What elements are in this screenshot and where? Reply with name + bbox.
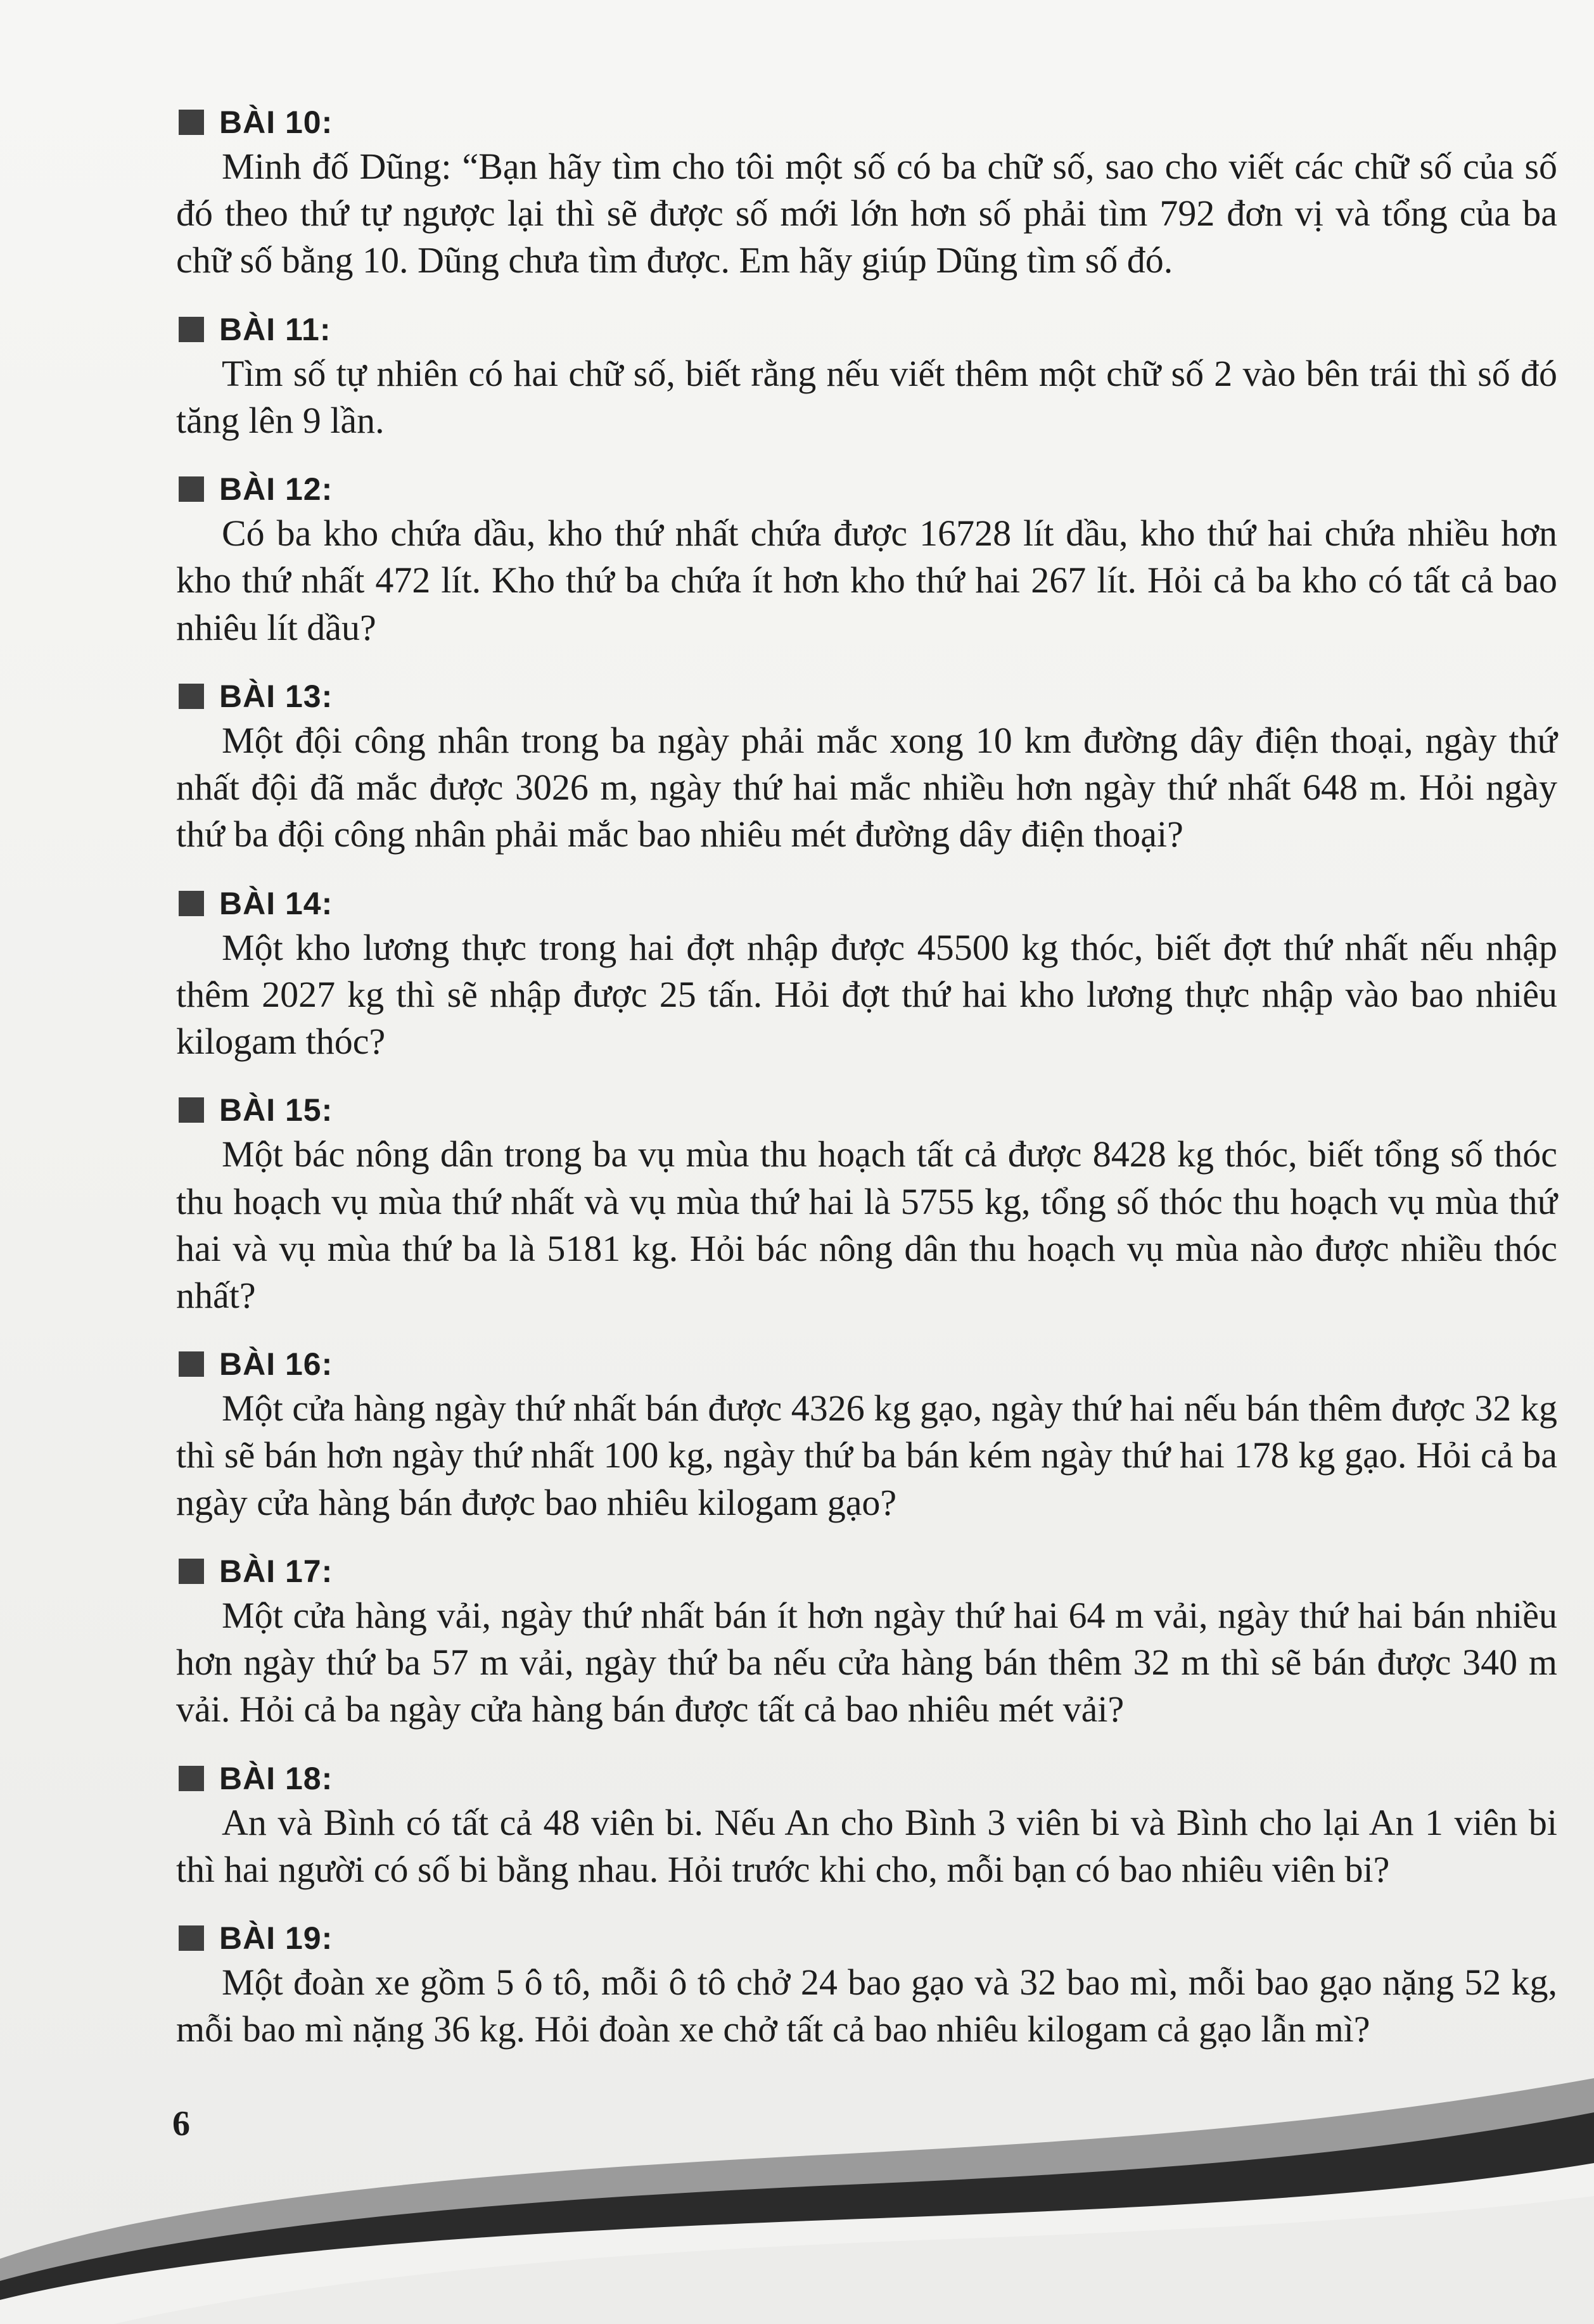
exercise-header <box>179 311 1557 347</box>
exercise-text: Một đội công nhân trong ba ngày phải mắc xong 10 km đường dây điện thoại, ngày thứ nhất đội đã mắc được 3026 m, ngày thứ hai mắc nhiều hơn ngày thứ nhất 648 m. Hỏi ngày thứ ba đội công nhân phải mắc bao nhiêu mét đường dây điện thoại? <box>176 719 1557 855</box>
exercise-text: Một đoàn xe gồm 5 ô tô, mỗi ô tô chở 24 bao gạo và 32 bao mì, mỗi bao gạo nặng 52 kg, mỗi bao mì nặng 36 kg. Hỏi đoàn xe chở tất cả bao nhiêu kilogam cả gạo lẫn mì? <box>176 1962 1557 2050</box>
exercise-title: BÀI 13: <box>219 678 333 714</box>
exercise-text: Minh đố Dũng: “Bạn hãy tìm cho tôi một số có ba chữ số, sao cho viết các chữ số của số đó theo thứ tự ngược lại thì sẽ được số mới lớn hơn số phải tìm 792 đơn vị và tổng của ba chữ số bằng 10. Dũng chưa tìm được. Em hãy giúp Dũng tìm số đó. <box>176 146 1557 281</box>
exercise-18 <box>176 1760 1557 1893</box>
square-bullet-icon <box>179 1097 204 1123</box>
exercise-text: Một kho lương thực trong hai đợt nhập được 45500 kg thóc, biết đợt thứ nhất nếu nhập thêm 2027 kg thì sẽ nhập được 25 tấn. Hỏi đợt thứ hai kho lương thực nhập vào bao nhiêu kilogam thóc? <box>176 926 1557 1063</box>
exercise-header <box>179 1760 1557 1796</box>
exercise-title: BÀI 15: <box>219 1092 333 1128</box>
exercise-title: BÀI 11: <box>219 311 331 347</box>
exercise-header <box>179 471 1557 508</box>
exercise-title: BÀI 12: <box>219 471 333 508</box>
exercise-title: BÀI 10: <box>219 105 333 140</box>
exercise-15 <box>176 1094 1557 1319</box>
exercise-header <box>179 1920 1557 1957</box>
exercise-header <box>179 1555 1557 1587</box>
exercise-14 <box>176 885 1557 1066</box>
square-bullet-icon <box>179 1351 204 1377</box>
exercise-text: Có ba kho chứa dầu, kho thứ nhất chứa được 16728 lít dầu, kho thứ hai chứa nhiều hơn kho thứ nhất 472 lít. Kho thứ ba chứa ít hơn kho thứ hai 267 lít. Hỏi cả ba kho có tất cả bao nhiêu lít dầu? <box>176 513 1557 648</box>
exercise-text: Một cửa hàng ngày thứ nhất bán được 4326 kg gạo, ngày thứ hai nếu bán thêm được 32 kg thì sẽ bán hơn ngày thứ nhất 100 kg, ngày thứ ba bán kém ngày thứ hai 178 kg gạo. Hỏi cả ba ngày cửa hàng bán được bao nhiêu kilogam gạo? <box>176 1388 1557 1523</box>
exercise-text: Một bác nông dân trong ba vụ mùa thu hoạch tất cả được 8428 kg thóc, biết tổng số thóc thu hoạch vụ mùa thứ nhất và vụ mùa thứ hai là 5755 kg, tổng số thóc thu hoạch vụ mùa thứ hai và vụ mùa thứ ba là 5181 kg. Hỏi bác nông dân thu hoạch vụ mùa nào được nhiều thóc nhất? <box>176 1133 1557 1316</box>
exercise-19 <box>176 1922 1557 2053</box>
exercise-header <box>179 106 1557 138</box>
exercise-title: BÀI 18: <box>219 1760 333 1796</box>
square-bullet-icon <box>179 684 204 709</box>
exercise-16 <box>176 1348 1557 1526</box>
exercise-header <box>179 1348 1557 1380</box>
exercise-title: BÀI 14: <box>219 885 333 921</box>
exercise-10 <box>176 106 1557 284</box>
exercise-header <box>179 1094 1557 1126</box>
exercise-title: BÀI 16: <box>219 1346 333 1382</box>
exercise-13 <box>176 680 1557 859</box>
exercise-text: An và Bình có tất cả 48 viên bi. Nếu An cho Bình 3 viên bi và Bình cho lại An 1 viên bi thì hai người có số bi bằng nhau. Hỏi trước khi cho, mỗi bạn có bao nhiêu viên bi? <box>176 1801 1557 1890</box>
page-number: 6 <box>172 2104 190 2143</box>
square-bullet-icon <box>179 317 204 342</box>
decorative-footer-wave <box>0 2065 1594 2324</box>
exercise-list <box>176 106 1557 2083</box>
exercise-text: Một cửa hàng vải, ngày thứ nhất bán ít hơn ngày thứ hai 64 m vải, ngày thứ hai bán nhiều hơn ngày thứ ba 57 m vải, ngày thứ ba nếu cửa hàng bán thêm 32 m thì sẽ bán được 340 m vải. Hỏi cả ba ngày cửa hàng bán được tất cả bao nhiêu mét vải? <box>176 1594 1557 1730</box>
square-bullet-icon <box>179 891 204 916</box>
exercise-header <box>179 680 1557 712</box>
exercise-title: BÀI 19: <box>219 1920 333 1957</box>
exercise-title: BÀI 17: <box>219 1553 333 1589</box>
square-bullet-icon <box>179 1766 204 1791</box>
exercise-text: Tìm số tự nhiên có hai chữ số, biết rằng nếu viết thêm một chữ số 2 vào bên trái thì số đó tăng lên 9 lần. <box>176 352 1557 441</box>
exercise-header <box>179 885 1557 921</box>
exercise-17 <box>176 1555 1557 1733</box>
square-bullet-icon <box>179 110 204 135</box>
exercise-12 <box>176 473 1557 651</box>
square-bullet-icon <box>179 476 204 502</box>
exercise-11 <box>176 311 1557 444</box>
square-bullet-icon <box>179 1559 204 1584</box>
square-bullet-icon <box>179 1925 204 1951</box>
